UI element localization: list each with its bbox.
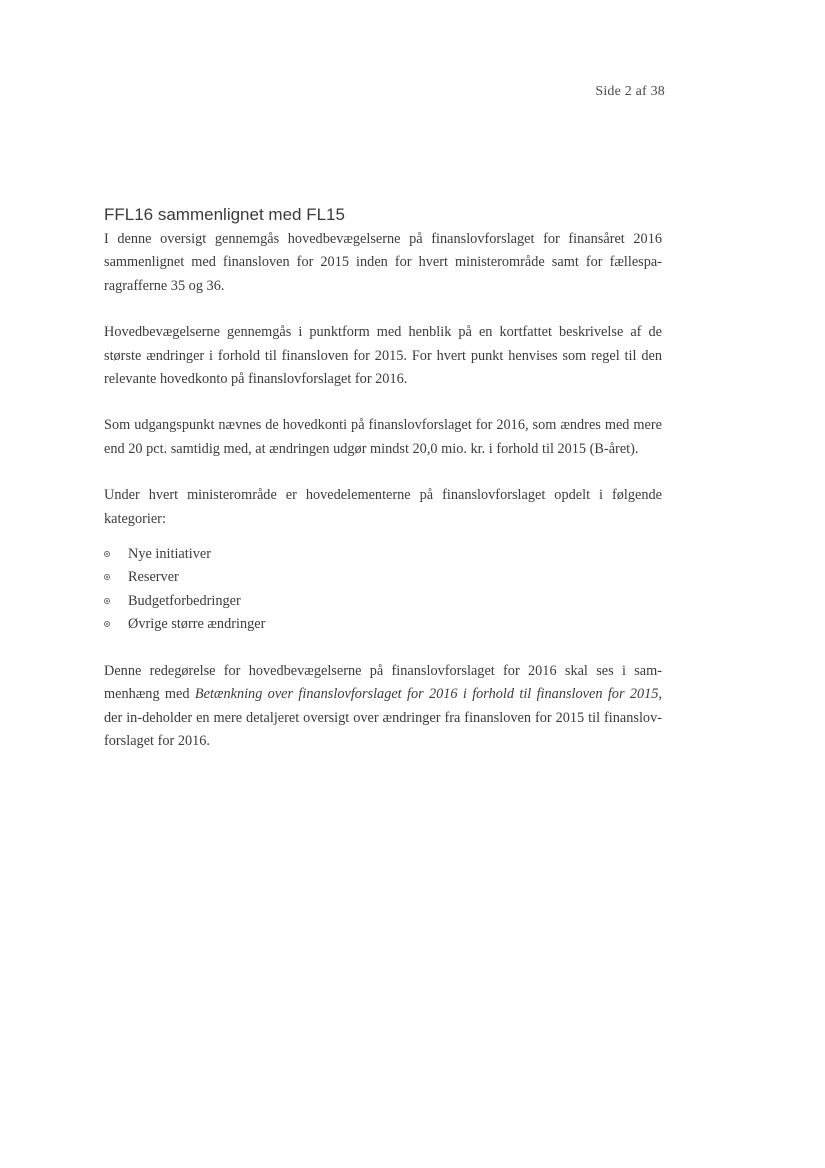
bullet-icon (104, 621, 110, 627)
bullet-icon (104, 598, 110, 604)
page-number: Side 2 af 38 (595, 84, 665, 99)
section-heading: FFL16 sammenlignet med FL15 (104, 205, 345, 224)
list-item-label: Reserver (128, 569, 179, 586)
closing-paragraph (104, 660, 662, 754)
list-item (104, 590, 662, 613)
list-item-label: Øvrige større ændringer (128, 616, 266, 633)
list-item-label: Nye initiativer (128, 546, 211, 563)
threshold-paragraph: Som udgangspunkt nævnes de hovedkonti på finanslovforslaget for 2016, som ændres med mere end 20 pct. samtidig med, at ændringen udgør mindst 20,0 mio. kr. i forhold til 2015 (B-året). (104, 417, 662, 457)
closing-text-end: , der in-deholder en mere detaljeret oversigt over ændringer fra finansloven for 2015 til finanslov-forslaget for 2016. (104, 686, 662, 749)
list-item (104, 566, 662, 589)
list-item (104, 613, 662, 636)
list-item-label: Budgetforbedringer (128, 592, 241, 609)
closing-text-start: Denne redegørelse for hovedbevægelserne på finanslovforslaget for 2016 skal ses i sam-menhæng med (104, 662, 662, 703)
intro-paragraph: I denne oversigt gennemgås hovedbevægelserne på finanslovforslaget for finansåret 2016 sammenlignet med finansloven for 2015 inden for hvert ministerområde samt for fællespa-ragrafferne 35 og 36. (104, 231, 662, 294)
bullet-icon (104, 551, 110, 557)
report-title-reference: Betænkning over finanslovforslaget for 2016 i forhold til finansloven for 2015 (194, 686, 659, 703)
method-paragraph: Hovedbevægelserne gennemgås i punktform med henblik på en kortfattet beskrivelse af de største ændringer i forhold til finansloven for 2015. For hvert punkt henvises som regel til den relevante hovedkonto på finanslovforslaget for 2016. (104, 324, 662, 388)
document-body (104, 204, 662, 776)
list-item (104, 543, 662, 566)
bullet-icon (104, 574, 110, 580)
categories-paragraph: Under hvert ministerområde er hovedelementerne på finanslovforslaget opdelt i følgende kategorier: (104, 487, 662, 527)
category-list (104, 543, 662, 637)
